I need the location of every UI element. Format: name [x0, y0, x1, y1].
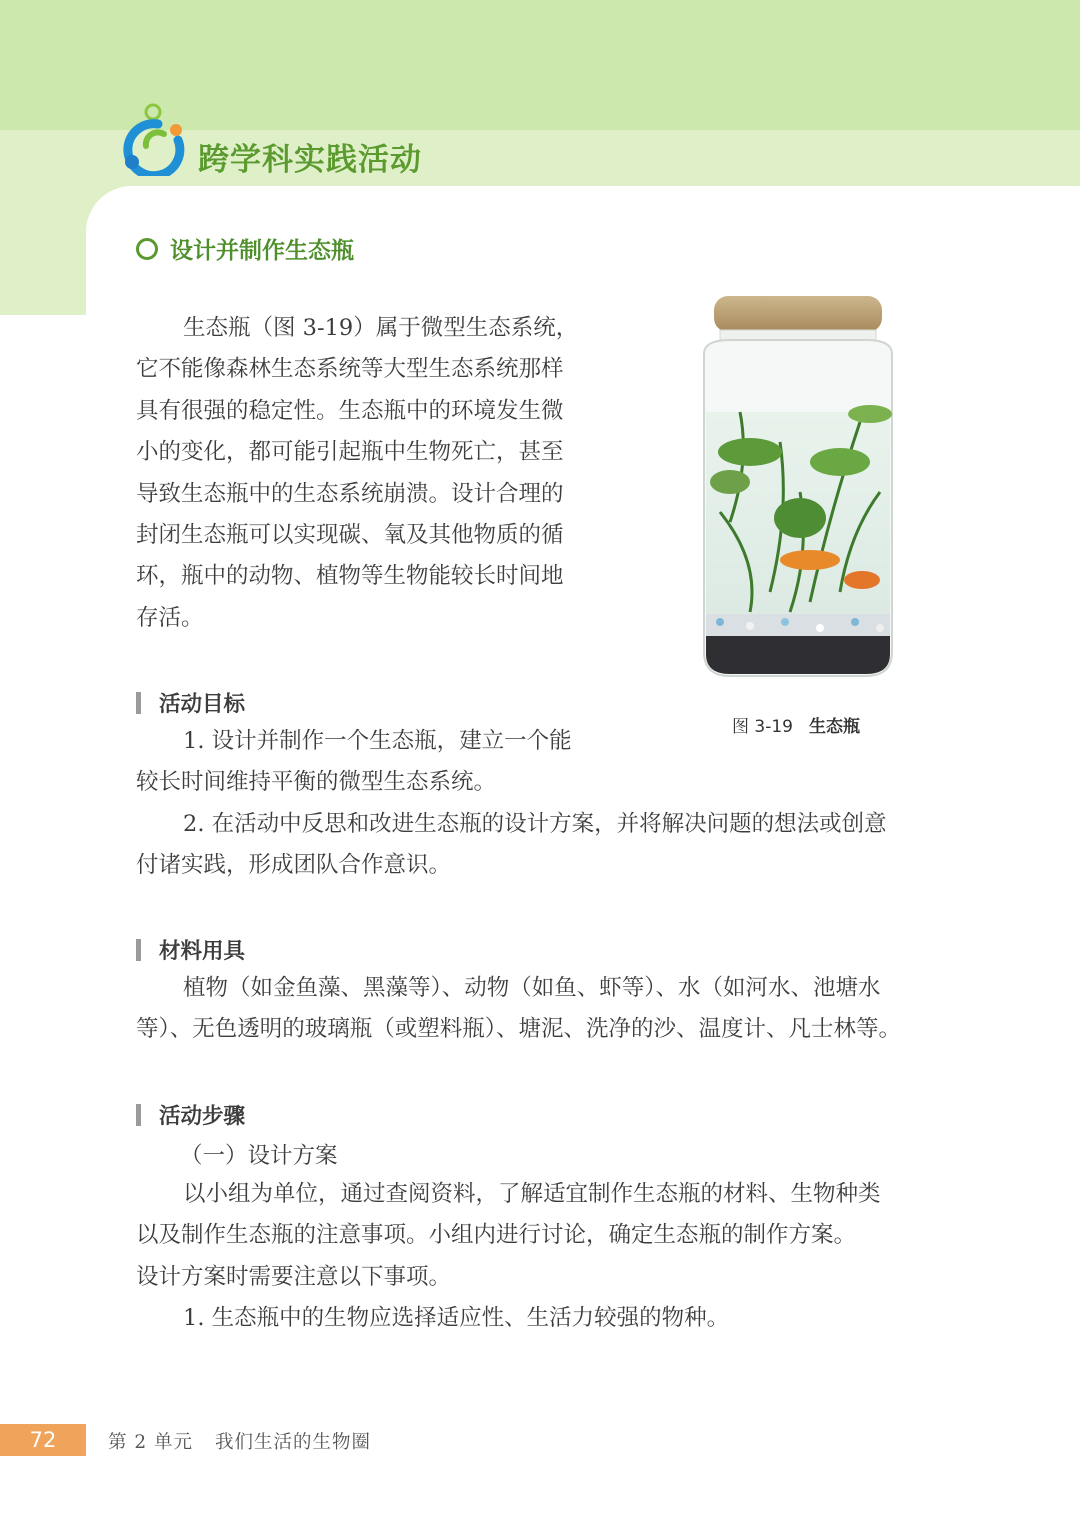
activity-logo-icon: [118, 100, 188, 176]
heading-bar-icon: [136, 939, 141, 961]
page-number: 72: [0, 1424, 86, 1456]
ring-bullet-icon: [136, 238, 158, 260]
intro-line: 存活。: [136, 604, 204, 631]
activity-title: [136, 232, 354, 265]
intro-line: 环，瓶中的动物、植物等生物能较长时间地: [136, 563, 564, 590]
intro-line: 生态瓶（图 3-19）属于微型生态系统，: [183, 315, 579, 341]
intro-line: 小的变化，都可能引起瓶中生物死亡，甚至: [136, 439, 564, 466]
steps-heading: [136, 1099, 245, 1130]
goals-line: 较长时间维持平衡的微型生态系统。: [136, 769, 497, 796]
intro-paragraph: [136, 308, 578, 639]
intro-line: 具有很强的稳定性。生态瓶中的环境发生微: [136, 397, 564, 424]
eco-bottle-photo: [690, 292, 916, 684]
intro-line: 封闭生态瓶可以实现碳、氧及其他物质的循: [136, 522, 564, 549]
steps-line: 设计方案时需要注意以下事项。: [136, 1263, 452, 1290]
footer-unit-title: 我们生活的生物圈: [215, 1432, 372, 1453]
heading-bar-icon: [136, 1104, 141, 1126]
intro-line: 导致生态瓶中的生态系统崩溃。设计合理的: [136, 480, 564, 507]
figure-label: 生态瓶: [809, 717, 860, 737]
materials-heading: [136, 934, 245, 965]
intro-line: 它不能像森林生态系统等大型生态系统那样: [136, 356, 564, 383]
steps-heading-text: 活动步骤: [159, 1104, 246, 1129]
footer-unit-number: 第 2 单元: [108, 1432, 194, 1453]
heading-bar-icon: [136, 692, 141, 714]
materials-heading-text: 材料用具: [159, 939, 246, 964]
steps-line: 1. 生态瓶中的生物应选择适应性、生活力较强的物种。: [183, 1305, 730, 1332]
goals-heading: [136, 687, 245, 718]
goals-heading-text: 活动目标: [159, 692, 246, 717]
section-title: 跨学科实践活动: [198, 142, 422, 178]
figure-number: 图 3-19: [732, 717, 793, 737]
materials-paragraph: [136, 968, 901, 1051]
steps-paragraph: [136, 1174, 881, 1340]
goals-paragraph: [136, 721, 887, 887]
goals-line: 2. 在活动中反思和改进生态瓶的设计方案，并将解决问题的想法或创意: [183, 810, 887, 837]
materials-line: 植物（如金鱼藻、黑藻等）、动物（如鱼、虾等）、水（如河水、池塘水: [183, 975, 881, 1001]
activity-title-text: 设计并制作生态瓶: [170, 238, 354, 264]
goals-line: 1. 设计并制作一个生态瓶，建立一个能: [183, 728, 572, 754]
steps-line: 以及制作生态瓶的注意事项。小组内进行讨论，确定生态瓶的制作方案。: [136, 1222, 857, 1249]
goals-line: 付诸实践，形成团队合作意识。: [136, 852, 452, 879]
footer-unit: [108, 1428, 371, 1454]
steps-line: 以小组为单位，通过查阅资料，了解适宜制作生态瓶的材料、生物种类: [183, 1181, 881, 1207]
materials-line: 等）、无色透明的玻璃瓶（或塑料瓶）、塘泥、洗净的沙、温度计、凡士林等。: [136, 1016, 902, 1043]
steps-subheading: （一）设计方案: [180, 1143, 338, 1169]
